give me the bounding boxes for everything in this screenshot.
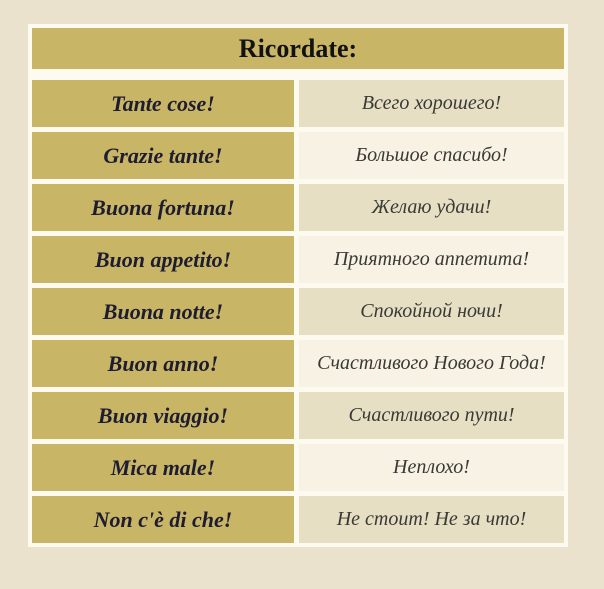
- russian-cell: Счастливого Нового Года!: [299, 340, 564, 387]
- italian-cell: Tante cose!: [32, 80, 294, 127]
- russian-cell: Не стоит! Не за что!: [299, 496, 564, 543]
- italian-cell: Buon anno!: [32, 340, 294, 387]
- russian-cell: Желаю удачи!: [299, 184, 564, 231]
- russian-cell: Неплохо!: [299, 444, 564, 491]
- italian-cell: Buona fortuna!: [32, 184, 294, 231]
- italian-cell: Grazie tante!: [32, 132, 294, 179]
- russian-cell: Спокойной ночи!: [299, 288, 564, 335]
- italian-cell: Buon appetito!: [32, 236, 294, 283]
- italian-cell: Buona notte!: [32, 288, 294, 335]
- phrase-table: [28, 24, 568, 547]
- russian-cell: Счастливого пути!: [299, 392, 564, 439]
- italian-cell: Buon viaggio!: [32, 392, 294, 439]
- russian-cell: Всего хорошего!: [299, 80, 564, 127]
- table-title: Ricordate:: [32, 28, 564, 69]
- russian-cell: Большое спасибо!: [299, 132, 564, 179]
- italian-cell: Mica male!: [32, 444, 294, 491]
- italian-cell: Non c'è di che!: [32, 496, 294, 543]
- russian-cell: Приятного аппетита!: [299, 236, 564, 283]
